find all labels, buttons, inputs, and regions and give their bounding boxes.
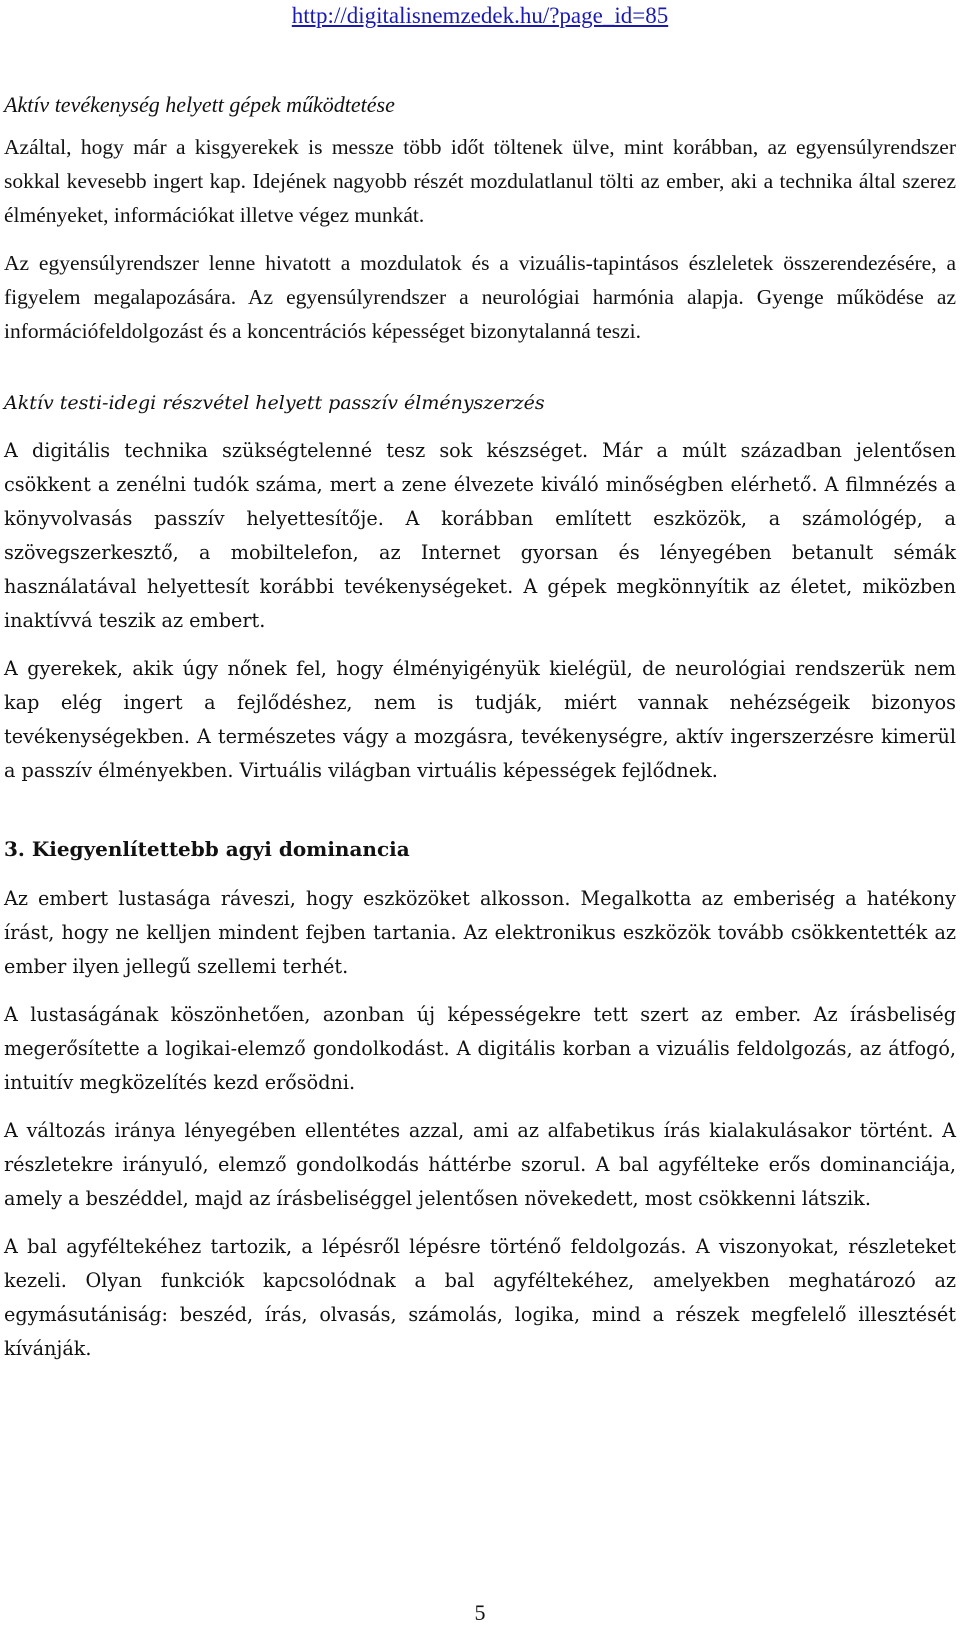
paragraph: A változás iránya lényegében ellentétes azzal, ami az alfabetikus írás kialakulásakor történt. A részletekre irányuló, elemző gondolkodás háttérbe szorul. A bal agyfélteke erős dominanciája, amely a beszéddel, majd az írásbeliséggel jelentősen növekedett, most csökkenni látszik. [4,1119,956,1210]
page-number: 5 [474,1600,486,1625]
section-passive-experience [4,386,956,788]
section-brain-dominance [4,832,956,1366]
paragraph: A gyerekek, akik úgy nőnek fel, hogy élményigényük kielégül, de neurológiai rendszerük nem kap elég ingert a fejlődéshez, nem is tudják, miért vannak nehézségeik bizonyos tevékenységekben. A természetes vágy a mozgásra, tevékenységre, aktív ingerszerzésre kimerül a passzív élményekben. Virtuális világban virtuális képességek fejlődnek. [4,657,956,782]
paragraph: A bal agyféltekéhez tartozik, a lépésről lépésre történő feldolgozás. A viszonyokat, részleteket kezeli. Olyan funkciók kapcsolódnak a bal agyféltekéhez, amelyekben meghatározó az egymásutániság: beszéd, írás, olvasás, számolás, logika, mind a részek megfelelő illesztését kívánják. [4,1235,956,1360]
paragraph: A lustaságának köszönhetően, azonban új képességekre tett szert az ember. Az írásbeliség megerősítette a logikai-elemző gondolkodást. A digitális korban a vizuális feldolgozás, az átfogó, intuitív megközelítés kezd erősödni. [4,1003,956,1094]
section-heading: 3. Kiegyenlítettebb agyi dominancia [4,837,410,861]
paragraph: A digitális technika szükségtelenné tesz sok készséget. Már a múlt században jelentősen csökkent a zenélni tudók száma, mert a zene élvezete kiváló minőségben elérhető. A filmnézés a könyvolvasás passzív helyettesítője. A korábban említett eszközök, a számológép, a szövegszerkesztő, a mobiltelefon, az Internet gyorsan és lényegében betanult sémák használatával helyettesít korábbi tevékenységeket. A gépek megkönnyítik az életet, miközben inaktívvá teszik az embert. [4,439,956,632]
section-subtitle: Aktív testi-idegi részvétel helyett passzív élményszerzés [4,392,545,414]
paragraph: Az embert lustasága ráveszi, hogy eszközöket alkosson. Megalkotta az emberiség a hatékony írást, hogy ne kelljen mindent fejben tartania. Az elektronikus eszközök tovább csökkentették az ember ilyen jellegű szellemi terhét. [4,887,956,978]
section-subtitle: Aktív tevékenység helyett gépek működtetése [4,92,395,117]
source-url-link[interactable]: http://digitalisnemzedek.hu/?page_id=85 [291,3,669,28]
paragraph: Az egyensúlyrendszer lenne hivatott a mozdulatok és a vizuális-tapintásos észleletek összerendezésére, a figyelem megalapozására. Az egyensúlyrendszer a neurológiai harmónia alapja. Gyenge működése az információfeldolgozást és a koncentrációs képességet bizonytalanná teszi. [4,251,956,343]
section-active-activity [4,88,956,348]
page-content [4,88,956,1380]
paragraph: Azáltal, hogy már a kisgyerekek is messze több időt töltenek ülve, mint korábban, az egyensúlyrendszer sokkal kevesebb ingert kap. Idejének nagyobb részét mozdulatlanul tölti az ember, aki a technika által szerez élményeket, információkat illetve végez munkát. [4,135,956,227]
